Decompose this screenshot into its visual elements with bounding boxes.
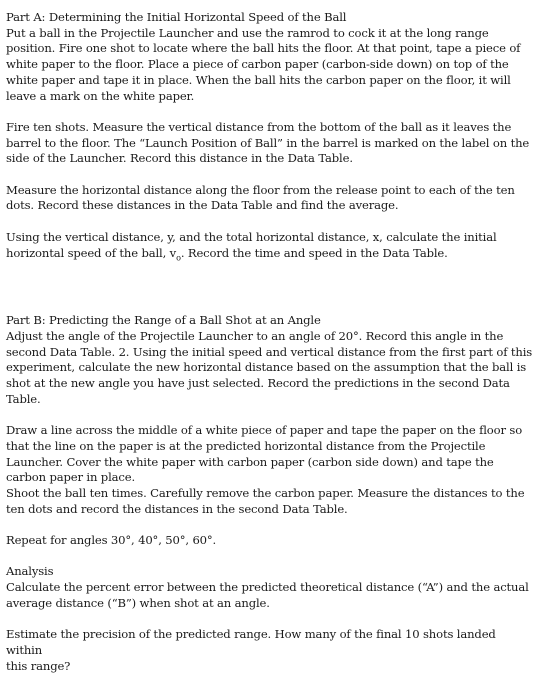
part-a-using-line2-pre: horizontal speed of the ball, v — [6, 245, 177, 260]
part-a-intro: Put a ball in the Projectile Launcher and use the ramrod to cock it at the long range position. Fire one shot to locate where the ball hits the floor. At that point, tape a piece of white paper to the floor. Place a piece of carbon paper (carbon-side down) on top of the white paper and tape it in place. When the ball hits the carbon paper on the floor, it will leave a mark on the white paper. — [6, 25, 521, 103]
document-body — [6, 10, 534, 674]
part-a-using — [6, 230, 534, 261]
part-a-using-line1: Using the vertical distance, y, and the total horizontal distance, x, calculate the initial — [6, 229, 497, 244]
part-b-repeat: Repeat for angles 30°, 40°, 50°, 60°. — [6, 533, 217, 548]
part-a-fire-ten: Fire ten shots. Measure the vertical distance from the bottom of the ball as it leaves the barrel to the floor. The “Launch Position of Ball” in the barrel is marked on the label on the side of the Launcher. Record this distance in the Data Table. — [6, 119, 530, 166]
part-b-draw-line: Draw a line across the middle of a white piece of paper and tape the paper on the floor so that the line on the paper is at the predicted horizontal distance from the Projectile Launcher. Cover the white paper with carbon paper (carbon side down) and tape the carbon paper in place. Shoot the ball ten times. Carefully remove the carbon paper. Measure the distances to the ten dots and record the distances in the second Data Table. — [6, 423, 525, 516]
part-a-using-line2-post: . Record the time and speed in the Data Table. — [180, 245, 448, 260]
velocity-subscript: o — [176, 251, 181, 262]
analysis-heading: Analysis — [6, 564, 54, 579]
part-a-measure: Measure the horizontal distance along the floor from the release point to each of the ten dots. Record these distances in the Data Table and find the average. — [6, 182, 515, 213]
part-b-heading: Part B: Predicting the Range of a Ball Shot at an Angle — [6, 313, 321, 328]
analysis-percent-error: Calculate the percent error between the predicted theoretical distance (“A”) and the actual average distance (“B”) when shot at an angle. — [6, 580, 529, 610]
part-a-heading: Part A: Determining the Initial Horizontal Speed of the Ball — [6, 10, 347, 24]
part-b-intro: Adjust the angle of the Projectile Launcher to an angle of 20°. Record this angle in the second Data Table. 2. Using the initial speed and vertical distance from the first part of this experiment, calculate the new horizontal distance based on the assumption that the ball is shot at the new angle you have just selected. Record the predictions in the second Data Table. — [6, 328, 533, 406]
analysis-precision: Estimate the precision of the predicted range. How many of the final 10 shots landed within this range? — [6, 627, 496, 673]
